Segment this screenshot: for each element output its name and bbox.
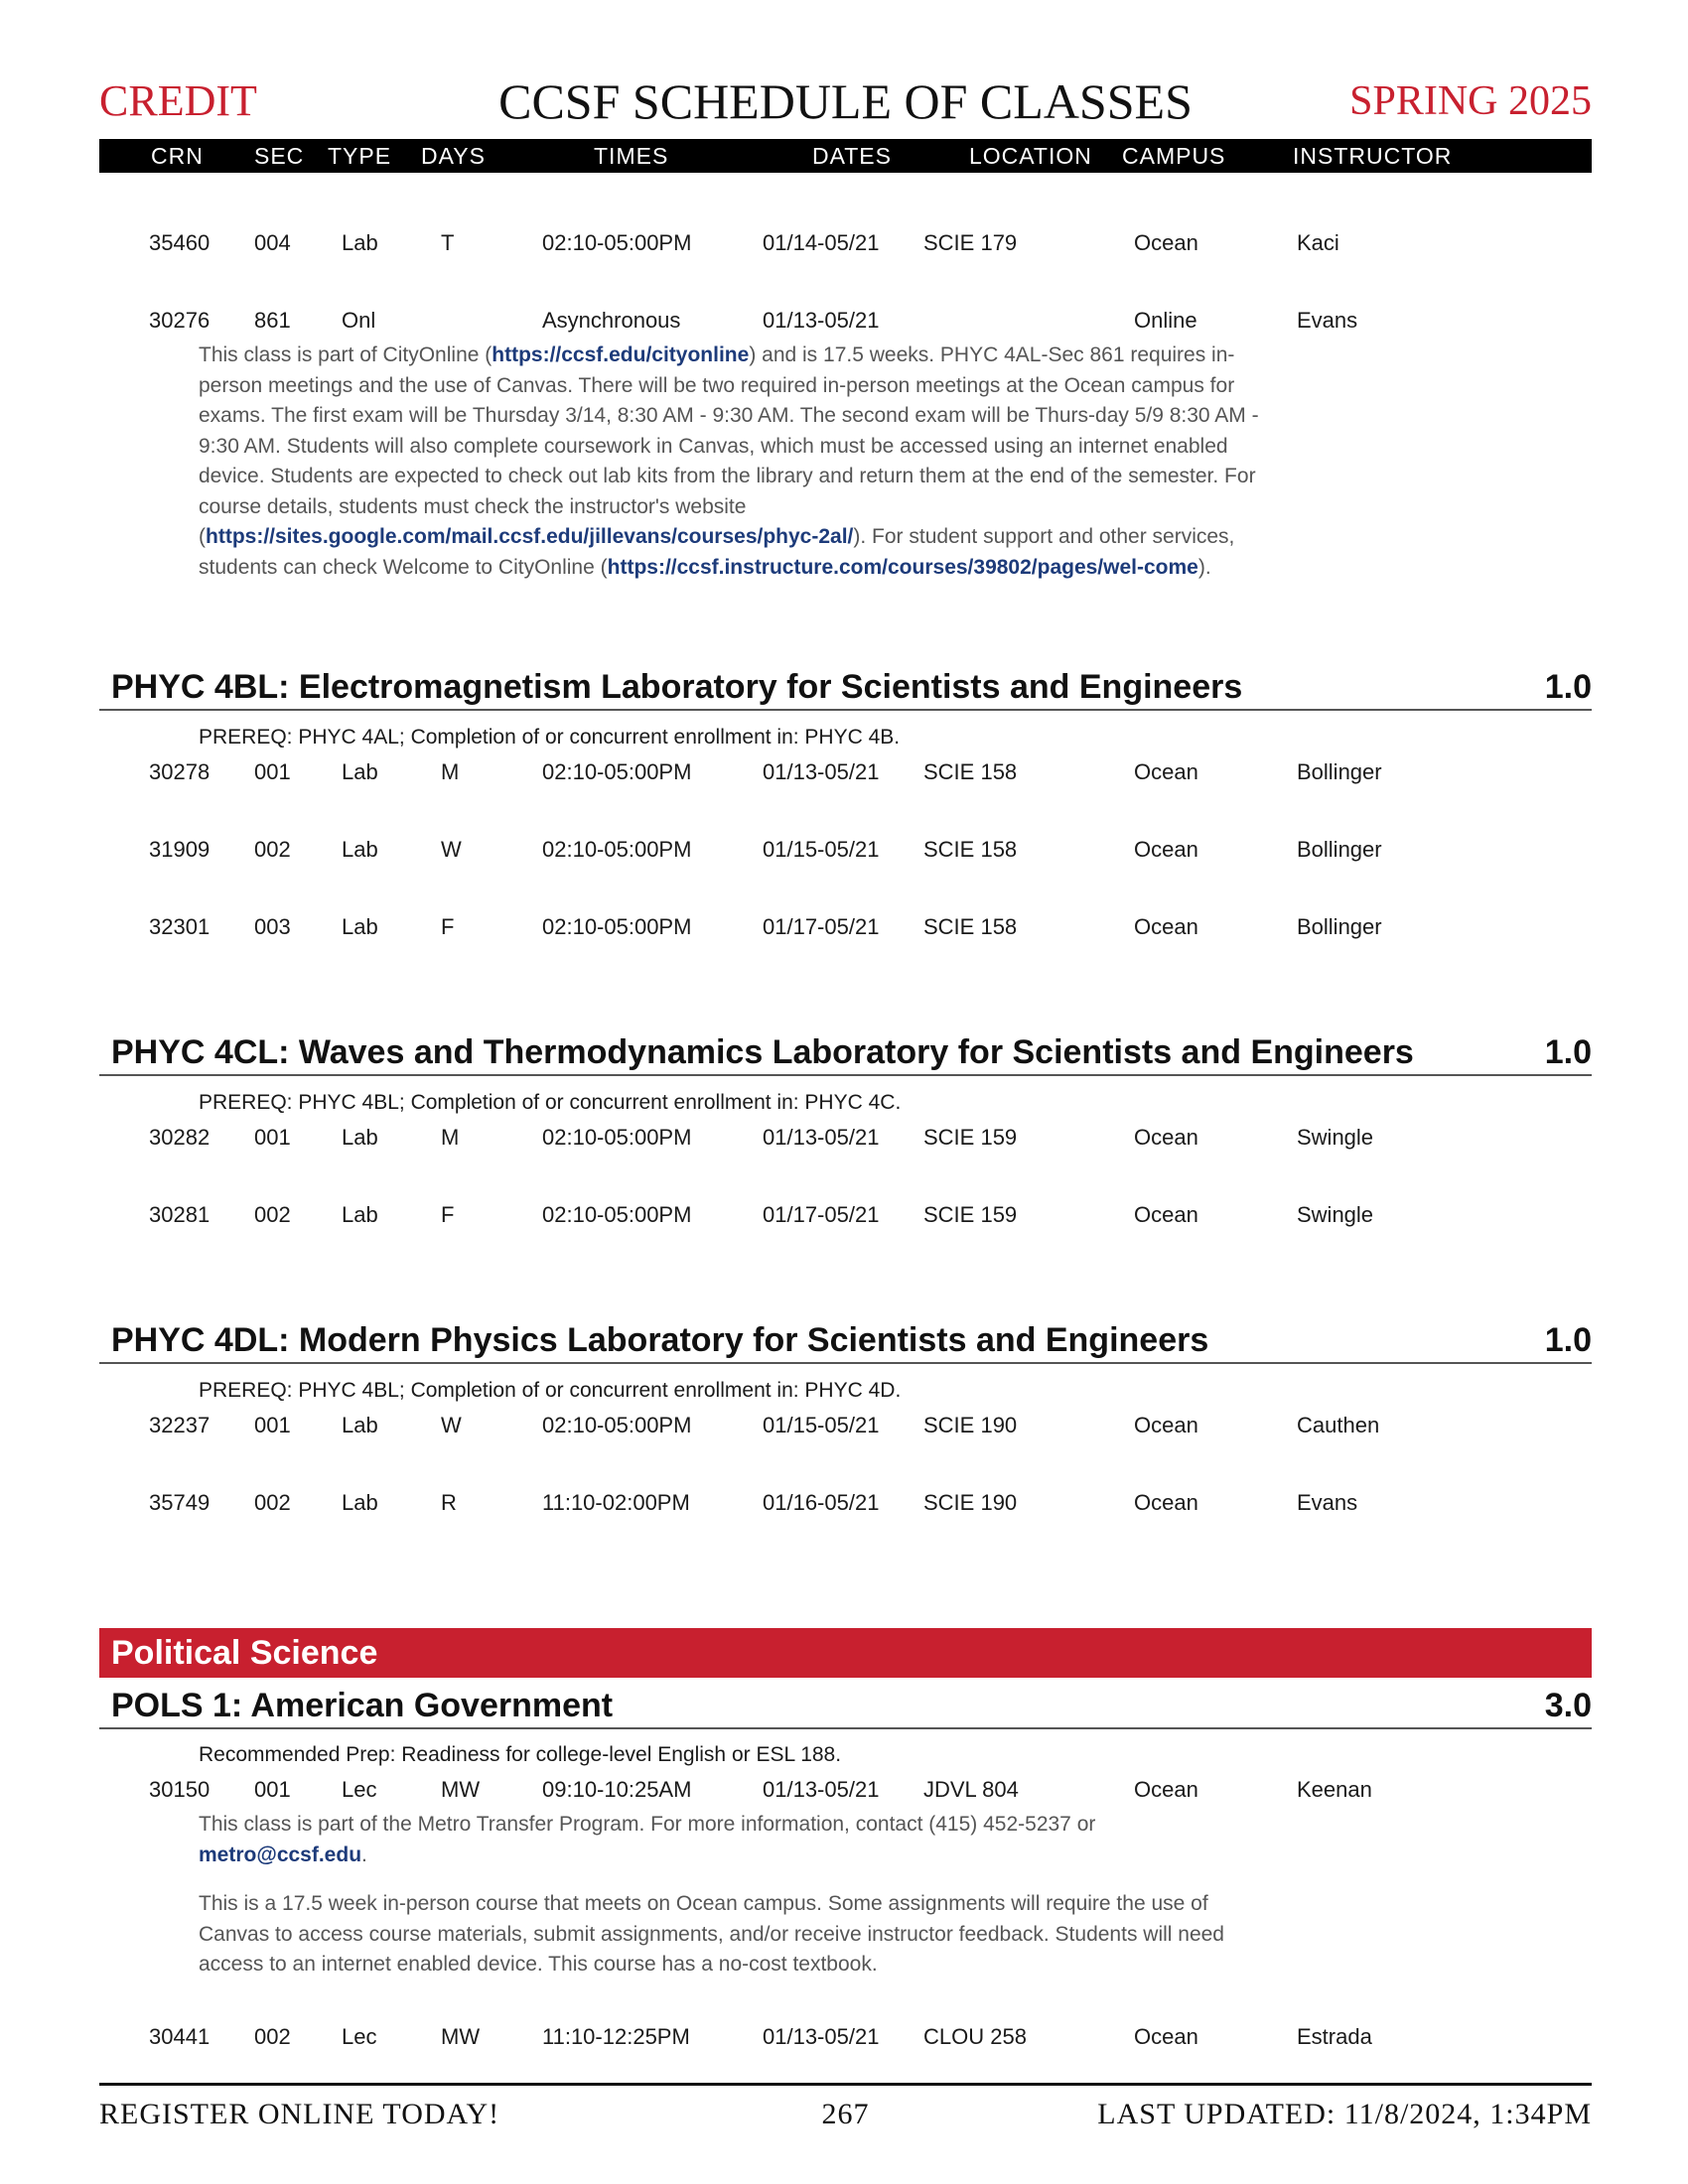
times: 02:10-05:00PM (542, 759, 692, 784)
times: 02:10-05:00PM (542, 914, 692, 939)
sec: 002 (254, 1202, 291, 1227)
col-campus: CAMPUS (1122, 143, 1226, 169)
type: Lec (342, 2024, 377, 2049)
col-times: TIMES (594, 143, 669, 169)
page-footer (99, 2083, 1592, 2141)
times: 02:10-05:00PM (542, 1202, 692, 1227)
sec: 003 (254, 914, 291, 939)
type: Onl (342, 308, 376, 333)
dates: 01/13-05/21 (763, 308, 880, 333)
type: Lab (342, 837, 378, 862)
instructor: Bollinger (1297, 837, 1382, 862)
days: R (441, 1490, 457, 1515)
course-title: POLS 1: American Government (111, 1687, 614, 1724)
instructor: Keenan (1297, 1777, 1372, 1802)
course-units: 1.0 (1544, 1033, 1592, 1071)
campus: Ocean (1134, 837, 1198, 862)
course-heading (99, 665, 1592, 711)
dates: 01/13-05/21 (763, 1777, 880, 1802)
section-note (199, 341, 1261, 583)
dates: 01/15-05/21 (763, 1413, 880, 1437)
campus: Ocean (1134, 914, 1198, 939)
col-location: LOCATION (969, 143, 1092, 169)
dates: 01/13-05/21 (763, 759, 880, 784)
instructor: Bollinger (1297, 759, 1382, 784)
course-units: 1.0 (1544, 668, 1592, 706)
note-text: This class is part of CityOnline ( (199, 343, 492, 366)
prereq-text: PREREQ: PHYC 4AL; Completion of or concurrent enrollment in: PHYC 4B. (199, 726, 901, 749)
campus: Ocean (1134, 1777, 1198, 1802)
department-title: Political Science (111, 1634, 378, 1672)
campus: Online (1134, 308, 1197, 333)
sec: 001 (254, 1777, 291, 1802)
col-days: DAYS (421, 143, 486, 169)
department-header (99, 1628, 1592, 1678)
times: 09:10-10:25AM (542, 1777, 692, 1802)
days: W (441, 837, 462, 862)
dates: 01/13-05/21 (763, 1125, 880, 1150)
location: CLOU 258 (923, 2024, 1027, 2049)
crn: 31909 (149, 837, 211, 862)
dates: 01/17-05/21 (763, 914, 880, 939)
section-row (99, 1200, 1592, 1230)
times: 02:10-05:00PM (542, 1125, 692, 1150)
crn: 35749 (149, 1490, 211, 1515)
note-text: ). For student support and other services, students can check Welcome to CityOnline ( (199, 525, 1235, 579)
course-title: PHYC 4CL: Waves and Thermodynamics Laboratory for Scientists and Engineers (111, 1033, 1414, 1071)
section-row (99, 912, 1592, 942)
section-row (99, 835, 1592, 865)
course-heading (99, 1030, 1592, 1076)
metro-email-link[interactable]: metro@ccsf.edu (199, 1843, 362, 1866)
col-dates: DATES (812, 143, 892, 169)
days: W (441, 1413, 462, 1437)
sec: 001 (254, 1413, 291, 1437)
section-row (99, 1411, 1592, 1440)
sec: 002 (254, 837, 291, 862)
last-updated-text: LAST UPDATED: 11/8/2024, 1:34PM (1097, 2098, 1592, 2130)
dates: 01/13-05/21 (763, 2024, 880, 2049)
dates: 01/16-05/21 (763, 1490, 880, 1515)
times: 11:10-12:25PM (542, 2024, 690, 2049)
campus: Ocean (1134, 1202, 1198, 1227)
campus: Ocean (1134, 1125, 1198, 1150)
col-crn: CRN (151, 143, 204, 169)
days: M (441, 1125, 460, 1150)
course-heading (99, 1684, 1592, 1729)
section-note (199, 1810, 1261, 1870)
section-note: This is a 17.5 week in-person course that meets on Ocean campus. Some assignments will require the use of Canvas to access course materials, submit assignments, and/or receive instructor feedback. Students will need access to an internet enabled device. This course has a no-cost textbook. (199, 1892, 1224, 1976)
location: SCIE 158 (923, 837, 1018, 862)
course-units: 3.0 (1544, 1687, 1592, 1724)
course-title: PHYC 4DL: Modern Physics Laboratory for Scientists and Engineers (111, 1321, 1209, 1359)
campus: Ocean (1134, 230, 1198, 255)
section-row (99, 1775, 1592, 1805)
location: SCIE 159 (923, 1202, 1018, 1227)
times: 02:10-05:00PM (542, 230, 692, 255)
type: Lec (342, 1777, 377, 1802)
instructor: Cauthen (1297, 1413, 1380, 1437)
location: SCIE 190 (923, 1413, 1018, 1437)
course-title: PHYC 4BL: Electromagnetism Laboratory for Scientists and Engineers (111, 668, 1243, 706)
sec: 002 (254, 1490, 291, 1515)
instructor: Kaci (1297, 230, 1339, 255)
welcome-cityonline-link[interactable]: https://ccsf.instructure.com/courses/39802/pages/wel-come (607, 555, 1198, 579)
location: SCIE 179 (923, 230, 1018, 255)
crn: 30282 (149, 1125, 211, 1150)
prereq-text: PREREQ: PHYC 4BL; Completion of or concurrent enrollment in: PHYC 4D. (199, 1379, 902, 1402)
course-units: 1.0 (1544, 1321, 1592, 1359)
crn: 32301 (149, 914, 211, 939)
prereq-text: Recommended Prep: Readiness for college-level English or ESL 188. (199, 1743, 842, 1766)
page-title: CCSF SCHEDULE OF CLASSES (498, 73, 1193, 129)
type: Lab (342, 230, 378, 255)
credit-label: CREDIT (99, 76, 257, 125)
note-text: . (361, 1843, 367, 1866)
term-label: SPRING 2025 (1349, 78, 1592, 124)
dates: 01/15-05/21 (763, 837, 880, 862)
instructor: Bollinger (1297, 914, 1382, 939)
location: SCIE 158 (923, 914, 1018, 939)
days: MW (441, 1777, 481, 1802)
instructor-website-link[interactable]: https://sites.google.com/mail.ccsf.edu/jillevans/courses/phyc-2al/ (206, 525, 854, 548)
type: Lab (342, 1125, 378, 1150)
section-row (99, 228, 1592, 258)
note-text: ) and is 17.5 weeks. PHYC 4AL-Sec 861 requires in-person meetings and the use of Canvas. There will be two required in-person meetings at the Ocean campus for exams. The first exam will be Thursday 3/14, 8:30 AM - 9:30 AM. The second exam will be Thurs-day 5/9 8:30 AM - 9:30 AM. Students will also complete coursework in Canvas, which must be accessed using an internet enabled device. Students are expected to check out lab kits from the library and return them at the end of the semester. For course details, students must check the instructor's website ( (199, 343, 1259, 548)
prereq-text: PREREQ: PHYC 4BL; Completion of or concurrent enrollment in: PHYC 4C. (199, 1091, 902, 1114)
section-row (99, 2022, 1592, 2052)
location: JDVL 804 (923, 1777, 1019, 1802)
course-heading (99, 1318, 1592, 1364)
section-row (99, 1488, 1592, 1518)
type: Lab (342, 1413, 378, 1437)
dates: 01/14-05/21 (763, 230, 880, 255)
note-text: This class is part of the Metro Transfer Program. For more information, contact (415) 452-5237 or (199, 1813, 1096, 1836)
col-sec: SEC (254, 143, 305, 169)
type: Lab (342, 759, 378, 784)
crn: 32237 (149, 1413, 211, 1437)
days: M (441, 759, 460, 784)
instructor: Swingle (1297, 1202, 1374, 1227)
sec: 001 (254, 759, 291, 784)
section-row (99, 1123, 1592, 1153)
type: Lab (342, 914, 378, 939)
times: 02:10-05:00PM (542, 1413, 692, 1437)
section-row (99, 306, 1592, 336)
note-text: ). (1197, 555, 1211, 579)
sec: 861 (254, 308, 291, 333)
crn: 30276 (149, 308, 211, 333)
times: Asynchronous (542, 308, 681, 333)
crn: 30441 (149, 2024, 211, 2049)
instructor: Evans (1297, 308, 1358, 333)
page-number: 267 (821, 2098, 870, 2130)
dates: 01/17-05/21 (763, 1202, 880, 1227)
crn: 30278 (149, 759, 211, 784)
times: 11:10-02:00PM (542, 1490, 690, 1515)
location: SCIE 158 (923, 759, 1018, 784)
type: Lab (342, 1490, 378, 1515)
sec: 004 (254, 230, 291, 255)
instructor: Estrada (1297, 2024, 1372, 2049)
sec: 002 (254, 2024, 291, 2049)
crn: 30150 (149, 1777, 211, 1802)
campus: Ocean (1134, 2024, 1198, 2049)
days: F (441, 1202, 455, 1227)
days: F (441, 914, 455, 939)
location: SCIE 190 (923, 1490, 1018, 1515)
campus: Ocean (1134, 1413, 1198, 1437)
crn: 35460 (149, 230, 211, 255)
cityonline-link[interactable]: https://ccsf.edu/cityonline (492, 343, 750, 366)
times: 02:10-05:00PM (542, 837, 692, 862)
page-header (99, 71, 1592, 131)
crn: 30281 (149, 1202, 211, 1227)
instructor: Swingle (1297, 1125, 1374, 1150)
campus: Ocean (1134, 759, 1198, 784)
column-header-bar (99, 139, 1592, 173)
col-type: TYPE (328, 143, 392, 169)
section-row (99, 757, 1592, 787)
sec: 001 (254, 1125, 291, 1150)
register-online-text: REGISTER ONLINE TODAY! (99, 2098, 500, 2130)
days: T (441, 230, 455, 255)
campus: Ocean (1134, 1490, 1198, 1515)
days: MW (441, 2024, 481, 2049)
location: SCIE 159 (923, 1125, 1018, 1150)
type: Lab (342, 1202, 378, 1227)
col-instructor: INSTRUCTOR (1293, 143, 1453, 169)
instructor: Evans (1297, 1490, 1358, 1515)
